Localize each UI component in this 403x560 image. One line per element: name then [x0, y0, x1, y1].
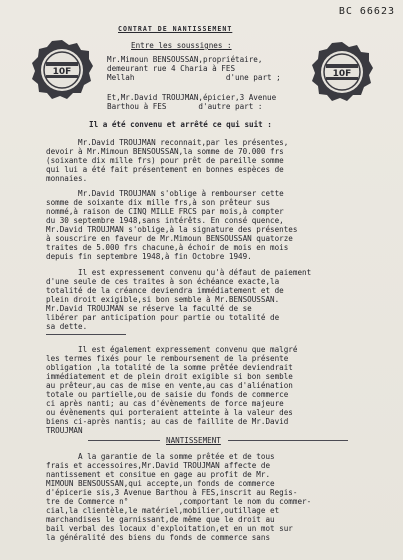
- text-line: la généralité des biens du fonds de commerce sans: [46, 533, 271, 542]
- text-line: cial,la clientèle,le matériel,mobilier,outillage et: [46, 506, 280, 515]
- text-line: (soixante dix mille frs) pour prêt de pareille somme: [46, 156, 284, 165]
- text-line: ou évènements qui porteraient atteinte à la valeur des: [46, 408, 293, 417]
- separator-line: [88, 440, 160, 441]
- text-line: monnaies.: [46, 174, 88, 183]
- text-line: les termes fixés pour le remboursement de la présente: [46, 354, 289, 363]
- text-line: frais et accessoires,Mr.David TROUJMAN affecte de: [46, 461, 271, 470]
- text-line: marchandises le garnissant,de même que le droit au: [46, 515, 275, 524]
- text-line: d'épicerie sis,3 Avenue Barthou à FES,inscrit au Regis-: [46, 488, 298, 497]
- text-line: A la garantie de la somme prêtée et de tous: [78, 452, 275, 461]
- text-line: somme de soixante dix mille frs,à son prêteur sus: [46, 198, 271, 207]
- text-line: TROUJMAN: [46, 426, 83, 435]
- text-line: plein droit exigible,si bon semble à Mr.BENSOUSSAN.: [46, 295, 280, 304]
- text-line: biens ci-après nantis; au cas de faillite de Mr.David: [46, 417, 289, 426]
- agreement-heading: Il a été convenu et arrêté ce qui suit :: [89, 120, 272, 129]
- separator-line: [46, 334, 126, 335]
- svg-text:10F: 10F: [332, 69, 352, 79]
- svg-text:10F: 10F: [52, 67, 72, 77]
- text-line: au prêteur,au cas de mise en vente,au cas d'aliénation: [46, 381, 293, 390]
- text-line: Mr.David TROUJMAN s'oblige à rembourser cette: [78, 189, 284, 198]
- text-line: obligation ,la totalité de la somme prêtée deviendrait: [46, 363, 293, 372]
- text-line: Mr.David TROUJMAN s'oblige,à la signature des présentes: [46, 225, 298, 234]
- text-line: du 30 septembre 1948,sans intérêts. En consé quence,: [46, 216, 284, 225]
- separator-line: [228, 440, 348, 441]
- text-line: immédiatement et de plein droit exigible si bon semble: [46, 372, 293, 381]
- text-line: d'une seule de ces traites à son échéance exacte,la: [46, 277, 280, 286]
- text-line: nommé,à raison de CINQ MILLE FRCS par mois,à compter: [46, 207, 284, 216]
- text-line: qui lui a été fait présentement en bonnes espèces de: [46, 165, 284, 174]
- document-title: CONTRAT DE NANTISSEMENT: [118, 25, 233, 33]
- nantissement-heading: NANTISSEMENT: [166, 436, 221, 445]
- text-line: Barthou à FES d'autre part :: [107, 102, 263, 111]
- text-line: Mr.David TROUJMAN reconnait,par les présentes,: [78, 138, 289, 147]
- text-line: depuis fin septembre 1948,à fin Octobre 1949.: [46, 252, 252, 261]
- parties-heading: Entre les soussignes :: [131, 41, 232, 50]
- reference-number: BC 66623: [338, 6, 395, 17]
- text-line: Et,Mr.David TROUJMAN,épicier,3 Avenue: [107, 93, 277, 102]
- text-line: sa dette.: [46, 322, 88, 331]
- text-line: ci après nanti; au cas d'évènements de force majeure: [46, 399, 284, 408]
- text-line: Mellah d'une part ;: [107, 73, 281, 82]
- text-line: traites de 5.000 frs chacune,à échoir de mois en mois: [46, 243, 289, 252]
- fiscal-stamp-left-icon: [30, 38, 94, 102]
- text-line: Il est expressement convenu qu'à défaut de paiement: [78, 268, 312, 277]
- text-line: totalité de la créance deviendra immédiatement et de: [46, 286, 284, 295]
- text-line: libérer par anticipation pour partie ou totalité de: [46, 313, 280, 322]
- text-line: tre de Commerce n° ,comportant le nom du commer-: [46, 497, 312, 506]
- text-line: devoir à Mr.Mimoun BENSOUSSAN,la somme de 70.000 frs: [46, 147, 284, 156]
- text-line: Mr.Mimoun BENSOUSSAN,propriétaire,: [107, 55, 263, 64]
- text-line: nantissement et consitue en gage au profit de Mr.: [46, 470, 271, 479]
- text-line: demeurant rue 4 Charia à FES: [107, 64, 236, 73]
- text-line: bail verbal des locaux d'exploitation,et en un mot sur: [46, 524, 293, 533]
- text-line: à souscrire en faveur de Mr.Mimoun BENSOUSSAN quatorze: [46, 234, 293, 243]
- text-line: MIMOUN BENSOUSSAN,qui accepte,un fonds de commerce: [46, 479, 275, 488]
- fiscal-stamp-right-icon: [310, 40, 374, 104]
- text-line: Il est également expressement convenu que malgré: [78, 345, 298, 354]
- text-line: Mr.David TROUJMAN se réserve la faculté de se: [46, 304, 252, 313]
- text-line: totale ou partielle,ou de saisie du fonds de commerce: [46, 390, 289, 399]
